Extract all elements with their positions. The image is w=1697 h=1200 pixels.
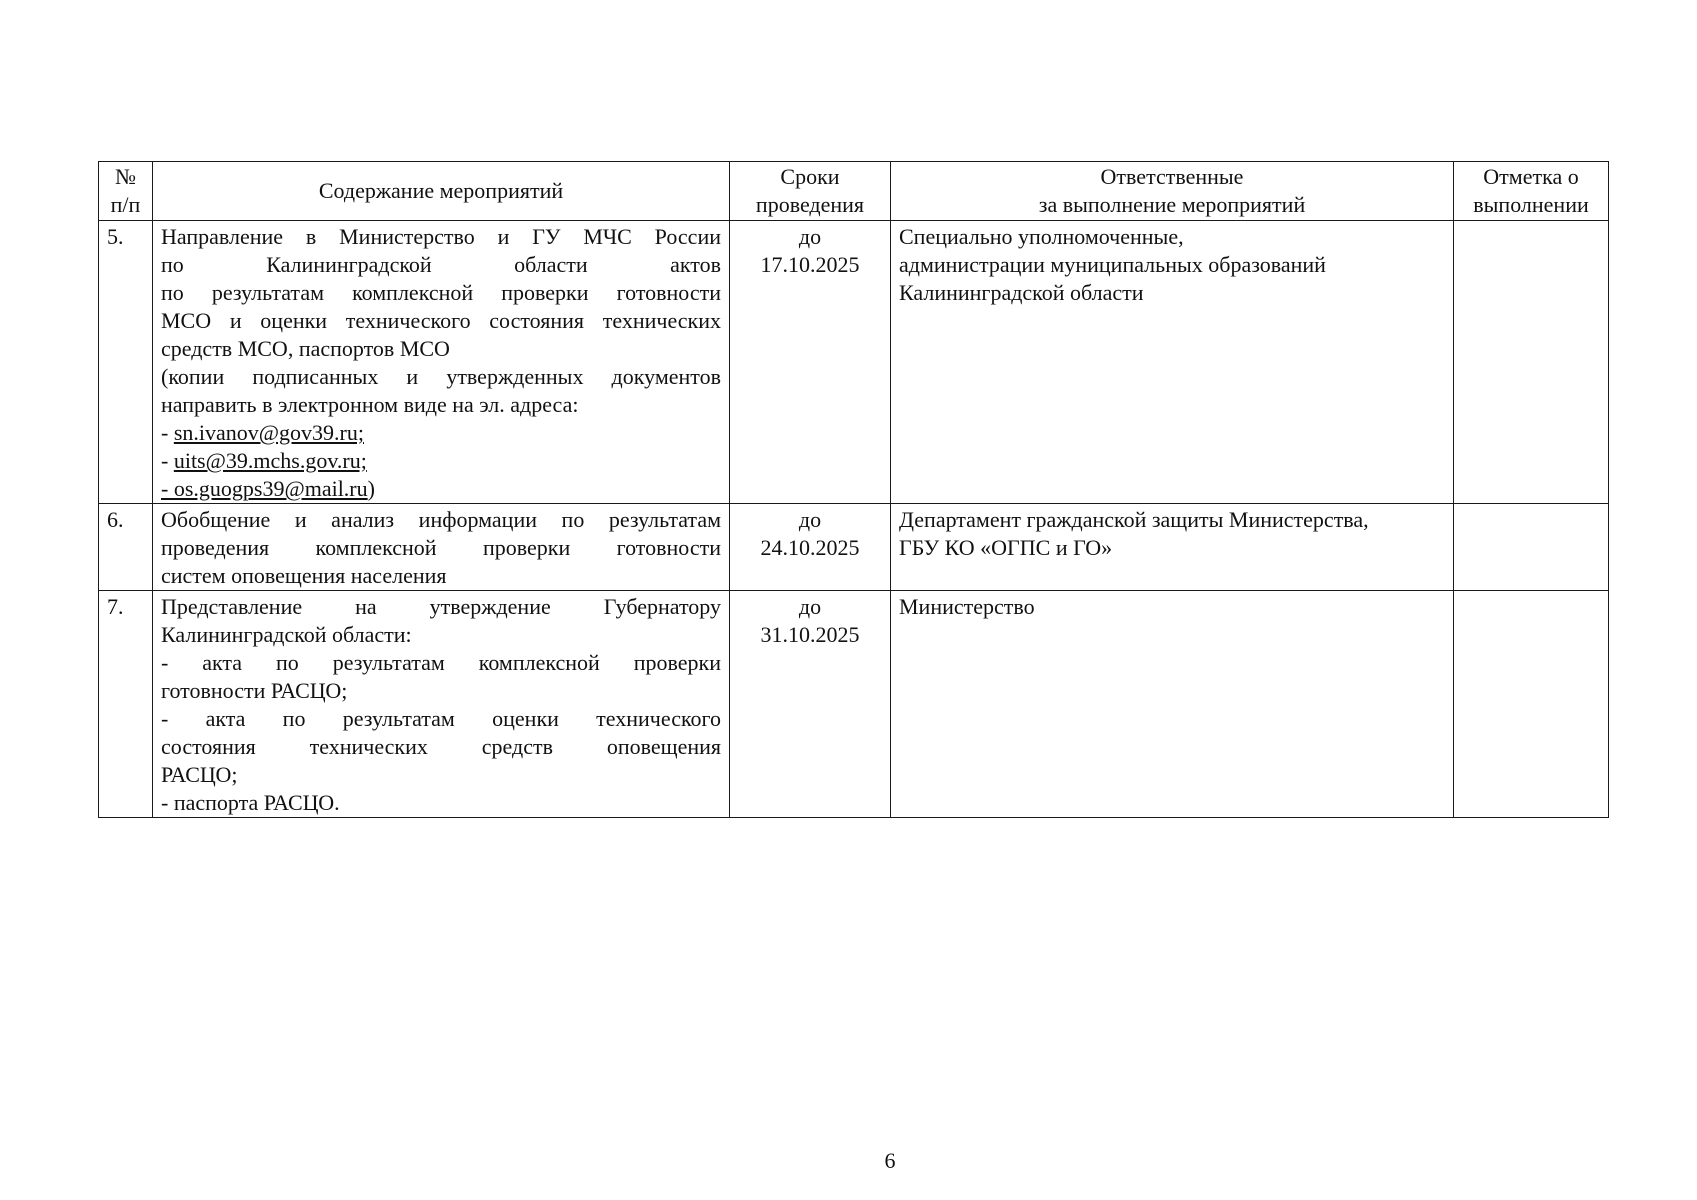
content-line: средств МСО, паспортов МСО	[161, 336, 450, 361]
content-line: (копии подписанных и утвержденных документов	[161, 364, 721, 389]
email-link[interactable]: sn.ivanov@gov39.ru;	[173, 420, 364, 445]
email-line	[161, 419, 721, 447]
table-header	[99, 162, 1609, 221]
row-content	[153, 591, 730, 818]
deadline-prefix: до	[798, 594, 822, 619]
row-content	[153, 504, 730, 591]
events-table	[98, 161, 1609, 818]
header-num-line-2: п/п	[110, 192, 141, 217]
row-number: 7.	[99, 591, 153, 818]
header-content	[153, 162, 730, 221]
page-number: 6	[884, 1148, 896, 1173]
row-content	[153, 221, 730, 504]
header-row	[99, 162, 1609, 221]
content-line: - паспорта РАСЦО.	[161, 790, 340, 815]
header-mark-line-1: Отметка о	[1483, 164, 1579, 189]
row-deadline	[730, 591, 891, 818]
content-line: систем оповещения населения	[161, 563, 447, 588]
row-number: 5.	[99, 221, 153, 504]
content-line: состояния технических средств оповещения	[161, 734, 721, 759]
table-row	[99, 591, 1609, 818]
content-line: Калининградской области:	[161, 622, 412, 647]
header-deadline	[730, 162, 891, 221]
row-deadline	[730, 221, 891, 504]
deadline-prefix: до	[798, 507, 822, 532]
content-line: - акта по результатам оценки технического	[161, 706, 721, 731]
header-responsible	[891, 162, 1454, 221]
responsible-line: Калининградской области	[899, 280, 1144, 305]
row-mark	[1454, 221, 1609, 504]
responsible-line: Департамент гражданской защиты Министерства,	[899, 507, 1369, 532]
header-responsible-line-1: Ответственные	[1100, 164, 1244, 189]
header-num-line-1: №	[115, 164, 136, 189]
content-line: Представление на утверждение Губернатору	[161, 594, 721, 619]
header-content-line-1: Содержание мероприятий	[318, 178, 564, 203]
email-line	[161, 475, 721, 503]
row-number: 6.	[99, 504, 153, 591]
header-num	[99, 162, 153, 221]
header-responsible-line-2: за выполнение мероприятий	[1038, 192, 1306, 217]
content-line: РАСЦО;	[161, 762, 238, 787]
responsible-line: Министерство	[899, 594, 1035, 619]
row-responsible	[891, 591, 1454, 818]
table-body	[99, 221, 1609, 818]
responsible-line: администрации муниципальных образований	[899, 252, 1326, 277]
row-responsible	[891, 504, 1454, 591]
table-row	[99, 504, 1609, 591]
row-deadline	[730, 504, 891, 591]
content-line: готовности РАСЦО;	[161, 678, 348, 703]
row-responsible	[891, 221, 1454, 504]
content-line: Обобщение и анализ информации по результатам	[161, 507, 721, 532]
deadline-prefix: до	[798, 224, 822, 249]
row-mark	[1454, 591, 1609, 818]
content-line: по Калининградской области актов	[161, 252, 721, 277]
responsible-line: Специально уполномоченные,	[899, 224, 1184, 249]
content-line: - акта по результатам комплексной проверки	[161, 650, 721, 675]
table-row	[99, 221, 1609, 504]
content-line: проведения комплексной проверки готовности	[161, 535, 721, 560]
header-deadline-line-1: Сроки	[780, 164, 840, 189]
header-mark	[1454, 162, 1609, 221]
content-line: по результатам комплексной проверки готовности	[161, 280, 721, 305]
email-prefix: -	[161, 448, 174, 473]
header-deadline-line-2: проведения	[755, 192, 865, 217]
row-mark	[1454, 504, 1609, 591]
content-line: направить в электронном виде на эл. адреса:	[161, 392, 579, 417]
email-link[interactable]: uits@39.mchs.gov.ru;	[173, 448, 367, 473]
responsible-line: ГБУ КО «ОГПС и ГО»	[899, 535, 1113, 560]
email-prefix: -	[161, 420, 174, 445]
content-line: МСО и оценки технического состояния технических	[161, 308, 721, 333]
deadline-date: 24.10.2025	[760, 535, 860, 560]
deadline-date: 17.10.2025	[760, 252, 860, 277]
email-suffix: )	[367, 476, 375, 501]
email-link[interactable]: - os.guogps39@mail.ru	[161, 476, 368, 501]
content-line: Направление в Министерство и ГУ МЧС России	[161, 224, 721, 249]
email-line	[161, 447, 721, 475]
deadline-date: 31.10.2025	[760, 622, 860, 647]
header-mark-line-2: выполнении	[1473, 192, 1589, 217]
